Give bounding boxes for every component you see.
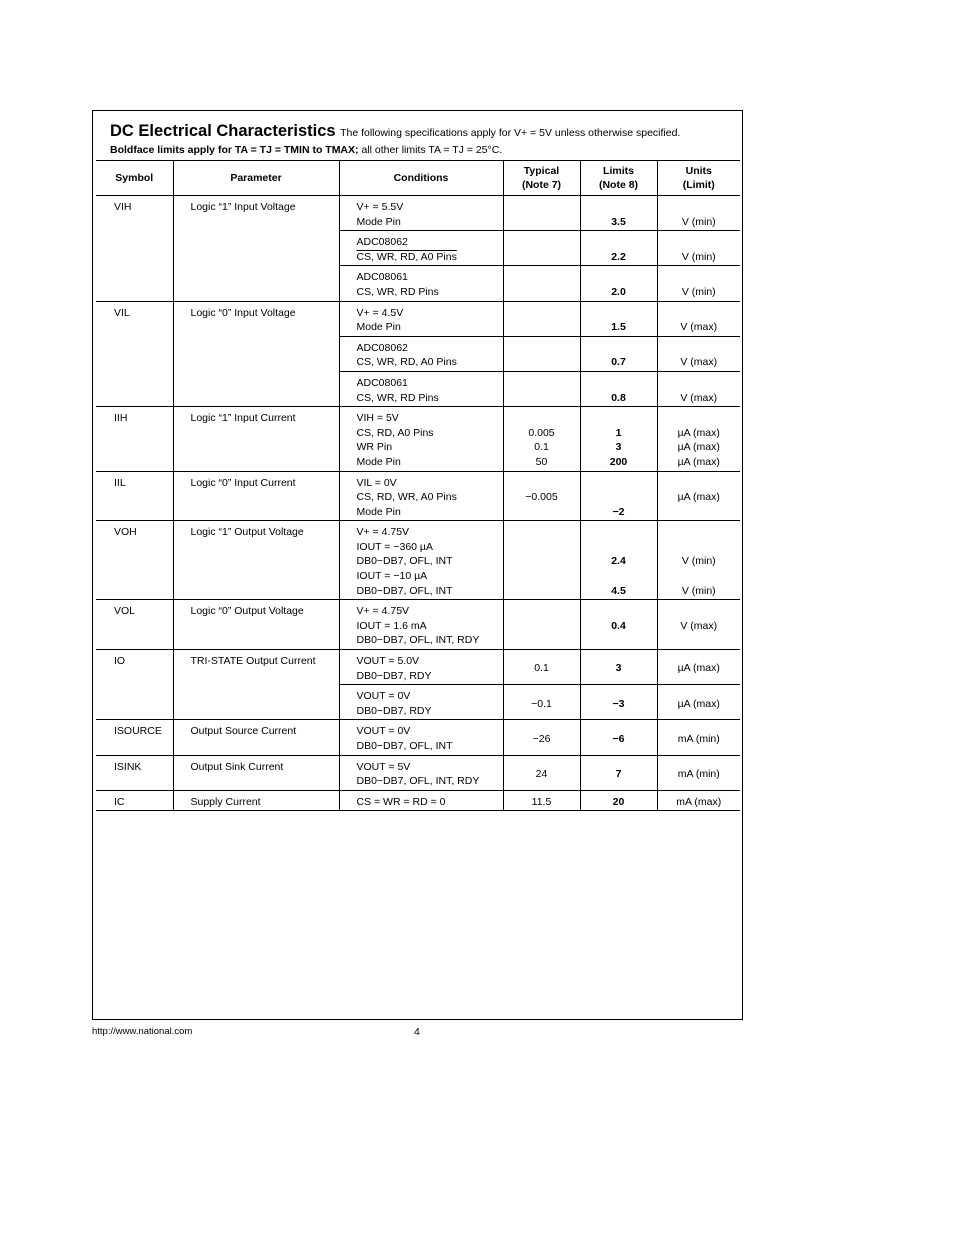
unit-cell: V (min)	[657, 231, 740, 266]
symbol-cell: IIL	[114, 476, 126, 489]
limit-cell: 0.8	[580, 371, 657, 406]
conditions-cell: VOUT = 5.0V DB0−DB7, RDY	[339, 650, 503, 685]
col-limits: Limits (Note 8)	[580, 161, 657, 196]
parameter-cell: Logic “0” Input Current	[173, 471, 339, 521]
typical-cell	[503, 371, 580, 406]
unit-cell: µA (max) µA (max) µA (max)	[657, 407, 740, 471]
parameter-cell: Output Source Current	[173, 720, 339, 755]
unit-cell: µA (max)	[657, 685, 740, 720]
conditions-cell: VIH = 5V CS, RD, A0 Pins WR Pin Mode Pin	[339, 407, 503, 471]
unit-cell: V (min)	[657, 266, 740, 301]
table-row	[96, 301, 740, 336]
conditions-cell: VIL = 0V CS, RD, WR, A0 Pins Mode Pin	[339, 471, 503, 521]
typical-cell	[503, 600, 580, 650]
limit-cell: 3	[580, 650, 657, 685]
conditions-cell: V+ = 4.5V Mode Pin	[339, 301, 503, 336]
unit-cell: mA (min)	[657, 755, 740, 790]
limit-cell: 7	[580, 755, 657, 790]
typical-cell: 11.5	[503, 790, 580, 811]
table-header-row	[96, 161, 740, 196]
unit-cell: V (max)	[657, 301, 740, 336]
parameter-cell: Logic “1” Input Voltage	[173, 196, 339, 302]
unit-cell: µA (max)	[657, 471, 740, 521]
typical-cell: −26	[503, 720, 580, 755]
typical-cell: 0.1	[503, 650, 580, 685]
limit-cell: 0.7	[580, 336, 657, 371]
typical-cell: 24	[503, 755, 580, 790]
conditions-cell: ADC08061 CS, WR, RD Pins	[339, 266, 503, 301]
unit-cell: mA (max)	[657, 790, 740, 811]
parameter-cell: TRI-STATE Output Current	[173, 650, 339, 720]
col-typical: Typical (Note 7)	[503, 161, 580, 196]
unit-cell: V (max)	[657, 336, 740, 371]
parameter-cell: Logic “0” Input Voltage	[173, 301, 339, 407]
unit-cell: V (min) V (min)	[657, 521, 740, 600]
limit-cell: 0.4	[580, 600, 657, 650]
conditions-cell: ADC08062 CS, WR, RD, A0 Pins	[339, 336, 503, 371]
symbol-cell: IC	[114, 795, 125, 808]
typical-cell	[503, 266, 580, 301]
table-row	[96, 196, 740, 231]
limit-cell: 1.5	[580, 301, 657, 336]
typical-cell	[503, 301, 580, 336]
table-row	[96, 650, 740, 685]
limit-cell: −6	[580, 720, 657, 755]
conditions-cell: V+ = 4.75V IOUT = 1.6 mA DB0−DB7, OFL, INT, RDY	[339, 600, 503, 650]
table-row	[96, 600, 740, 650]
col-symbol: Symbol	[115, 172, 154, 184]
conditions-cell: V+ = 5.5V Mode Pin	[339, 196, 503, 231]
conditions-cell: VOUT = 5V DB0−DB7, OFL, INT, RDY	[339, 755, 503, 790]
parameter-cell: Logic “0” Output Voltage	[173, 600, 339, 650]
symbol-cell: VOL	[114, 605, 136, 618]
section-intro: The following specifications apply for V+ = 5V unless otherwise specified.	[340, 127, 681, 139]
limit-cell: 2.0	[580, 266, 657, 301]
table-row	[96, 720, 740, 755]
typical-cell	[503, 521, 580, 600]
parameter-cell: Logic “1” Input Current	[173, 407, 339, 471]
parameter-cell: Supply Current	[173, 790, 339, 811]
dc-characteristics-table	[96, 160, 740, 811]
symbol-cell: IIH	[114, 412, 128, 425]
typical-cell: −0.1	[503, 685, 580, 720]
typical-cell	[503, 231, 580, 266]
symbol-cell: VIL	[114, 306, 130, 319]
col-parameter: Parameter	[173, 161, 339, 196]
parameter-cell: Logic “1” Output Voltage	[173, 521, 339, 600]
unit-cell: µA (max)	[657, 650, 740, 685]
table-row	[96, 755, 740, 790]
symbol-cell: ISOURCE	[114, 725, 162, 738]
unit-cell: V (max)	[657, 371, 740, 406]
conditions-cell: ADC08061 CS, WR, RD Pins	[339, 371, 503, 406]
limit-cell: 1 3 200	[580, 407, 657, 471]
typical-cell	[503, 336, 580, 371]
footer-url[interactable]: http://www.national.com	[92, 1026, 193, 1037]
limit-cell: −3	[580, 685, 657, 720]
boldface-note: Boldface limits apply for TA = TJ = TMIN to TMAX;	[110, 144, 359, 156]
conditions-cell: VOUT = 0V DB0−DB7, RDY	[339, 685, 503, 720]
table-row	[96, 521, 740, 600]
symbol-cell: IO	[114, 655, 126, 668]
unit-cell: V (min)	[657, 196, 740, 231]
limit-cell: 2.2	[580, 231, 657, 266]
typical-cell	[503, 196, 580, 231]
conditions-cell: CS = WR = RD = 0	[339, 790, 503, 811]
symbol-cell: VIH	[114, 201, 132, 213]
other-limits-note: all other limits TA = TJ = 25°C.	[361, 144, 503, 156]
unit-cell: mA (min)	[657, 720, 740, 755]
table-row	[96, 407, 740, 471]
limit-cell: 2.4 4.5	[580, 521, 657, 600]
symbol-cell: VOH	[114, 526, 137, 539]
table-row	[96, 790, 740, 811]
limit-cell: 20	[580, 790, 657, 811]
section-heading	[110, 121, 740, 157]
parameter-cell: Output Sink Current	[173, 755, 339, 790]
table-row	[96, 471, 740, 521]
conditions-cell: V+ = 4.75V IOUT = −360 µA DB0−DB7, OFL, INT IOUT = −10 µA DB0−DB7, OFL, INT	[339, 521, 503, 600]
page-number: 4	[414, 1026, 420, 1038]
limit-cell: 3.5	[580, 196, 657, 231]
section-title: DC Electrical Characteristics	[110, 122, 336, 140]
typical-cell: −0.005	[503, 471, 580, 521]
limit-cell: −2	[580, 471, 657, 521]
col-units: Units (Limit)	[657, 161, 740, 196]
conditions-cell: ADC08062 CS, WR, RD, A0 Pins	[339, 231, 503, 266]
col-conditions: Conditions	[339, 161, 503, 196]
conditions-cell: VOUT = 0V DB0−DB7, OFL, INT	[339, 720, 503, 755]
typical-cell: 0.005 0.1 50	[503, 407, 580, 471]
symbol-cell: ISINK	[114, 760, 142, 773]
unit-cell: V (max)	[657, 600, 740, 650]
